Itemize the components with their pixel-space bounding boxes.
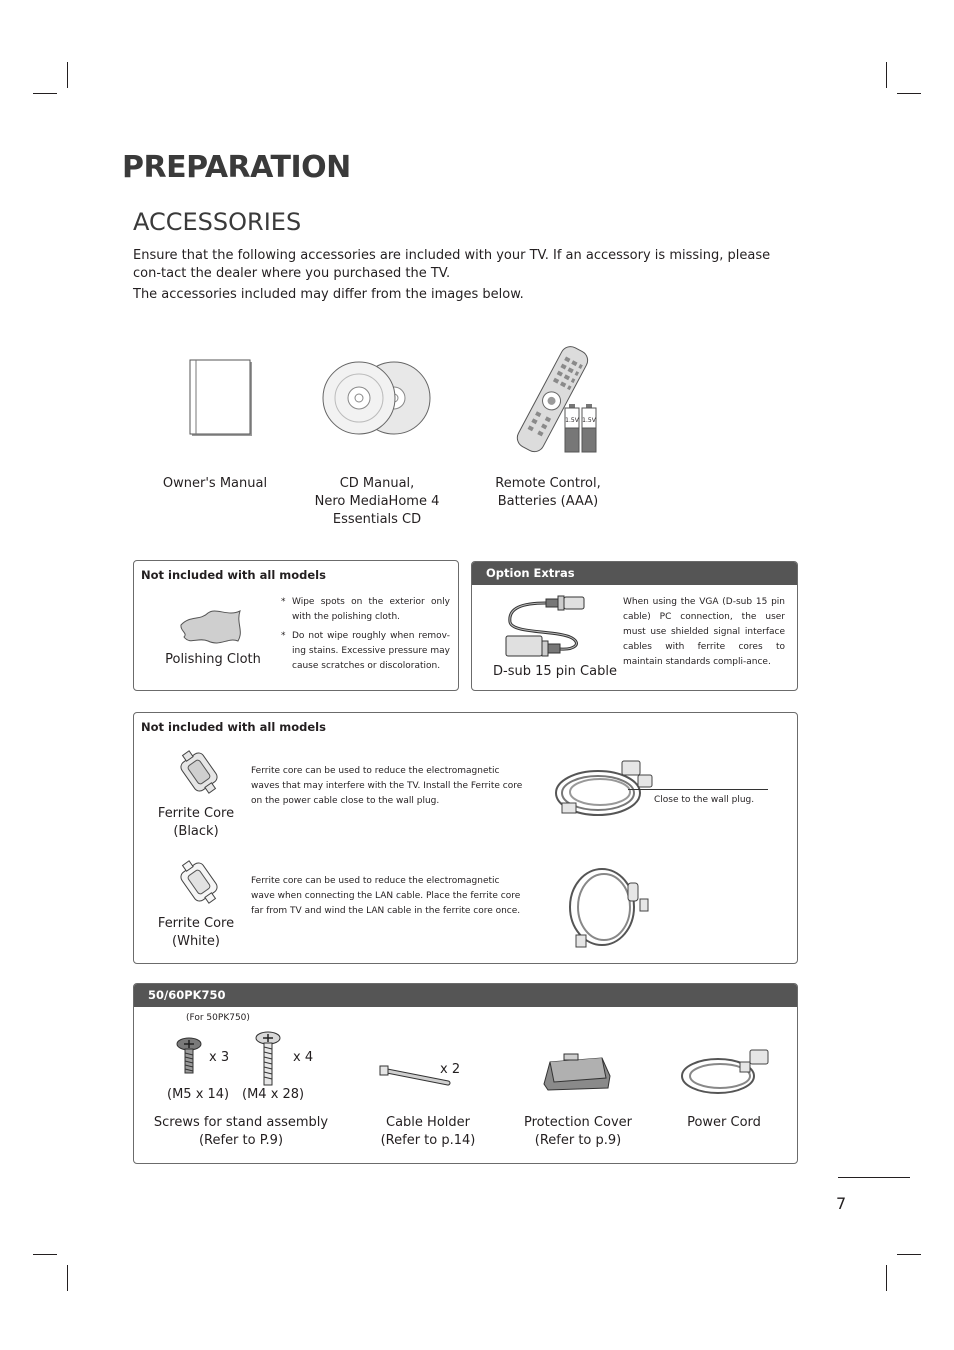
model-accessories-box bbox=[133, 983, 798, 1164]
crop-mark bbox=[897, 1254, 921, 1255]
cd-label-line3: Essentials CD bbox=[332, 512, 422, 527]
screws-label-line2: (Refer to P.9) bbox=[198, 1133, 284, 1148]
remote-label-line1: Remote Control, bbox=[495, 476, 601, 491]
screws-label bbox=[146, 1114, 336, 1150]
m4-size-label: (M4 x 28) bbox=[242, 1087, 305, 1102]
polishing-cloth-label: Polishing Cloth bbox=[165, 652, 261, 667]
crop-mark bbox=[886, 62, 887, 88]
dsub-cable-illustration bbox=[502, 594, 594, 660]
power-cord-icon bbox=[678, 1048, 772, 1098]
page-number-rule bbox=[838, 1177, 910, 1178]
m4-quantity: x 4 bbox=[293, 1050, 314, 1065]
remote-label-line2: Batteries (AAA) bbox=[497, 494, 599, 509]
cd-label-line2: Nero MediaHome 4 bbox=[314, 494, 440, 509]
cd-label-line1: CD Manual, bbox=[339, 476, 415, 491]
cable-holder-label bbox=[360, 1114, 496, 1150]
section-title: ACCESSORIES bbox=[133, 208, 302, 236]
crop-mark bbox=[67, 62, 68, 88]
protection-cover-line2: (Refer to p.9) bbox=[534, 1133, 622, 1148]
ferrite-black-line1: Ferrite Core bbox=[157, 806, 235, 821]
battery-icon bbox=[564, 404, 580, 454]
box-header: Not included with all models bbox=[141, 720, 326, 734]
battery-label: 1.5V bbox=[565, 417, 579, 424]
ferrite-black-line2: (Black) bbox=[173, 824, 219, 839]
m5-quantity: x 3 bbox=[209, 1050, 230, 1065]
cable-holder-line2: (Refer to p.14) bbox=[380, 1133, 476, 1148]
crop-mark bbox=[897, 93, 921, 94]
owners-manual-label: Owner's Manual bbox=[162, 476, 268, 491]
bullet: * bbox=[281, 631, 286, 641]
dsub-cable-label: D-sub 15 pin Cable bbox=[493, 664, 617, 679]
page-title: PREPARATION bbox=[122, 150, 351, 185]
m5-size-label: (M5 x 14) bbox=[167, 1087, 230, 1102]
ferrite-white-line1: Ferrite Core bbox=[157, 916, 235, 931]
ferrite-white-label bbox=[144, 915, 248, 951]
polishing-cloth-box bbox=[133, 560, 459, 691]
ferrite-core-box bbox=[133, 712, 798, 964]
polishing-cloth-illustration bbox=[178, 607, 244, 647]
intro-note: The accessories included may differ from the images below. bbox=[133, 287, 524, 302]
power-cord-label: Power Cord bbox=[687, 1115, 761, 1130]
option-extras-box bbox=[471, 561, 798, 691]
box-header: Option Extras bbox=[472, 562, 797, 585]
callout-line bbox=[628, 789, 768, 790]
ferrite-black-label bbox=[144, 805, 248, 841]
crop-mark bbox=[67, 1265, 68, 1291]
crop-mark bbox=[886, 1265, 887, 1291]
battery-label: 1.5V bbox=[582, 417, 596, 424]
remote-label bbox=[478, 475, 618, 511]
for-model-note: (For 50PK750) bbox=[186, 1013, 250, 1023]
screws-label-line1: Screws for stand assembly bbox=[153, 1115, 329, 1130]
ferrite-white-note: Ferrite core can be used to reduce the electromagnetic wave when connecting the LAN cable. Place the ferrite core far from TV and wind the LAN cable in the ferrite core once. bbox=[251, 876, 521, 916]
cable-holder-line1: Cable Holder bbox=[386, 1115, 470, 1130]
cd-illustration bbox=[322, 360, 432, 436]
page-number: 7 bbox=[836, 1194, 847, 1213]
cloth-note-2: Do not wipe roughly when remov-ing stains. Excessive pressure may cause scratches or discoloration. bbox=[292, 631, 450, 671]
cable-holder-quantity: x 2 bbox=[440, 1062, 461, 1077]
cd-label bbox=[296, 475, 458, 529]
bullet: * bbox=[281, 597, 286, 607]
protection-cover-icon bbox=[538, 1054, 618, 1092]
ferrite-core-white-illustration bbox=[176, 857, 222, 907]
ferrite-white-line2: (White) bbox=[172, 934, 220, 949]
cloth-note-1: Wipe spots on the exterior only with the polishing cloth. bbox=[292, 597, 450, 622]
box-header: 50/60PK750 bbox=[134, 984, 797, 1007]
manual-illustration bbox=[188, 358, 254, 438]
dsub-cable-note: When using the VGA (D-sub 15 pin cable) PC connection, the user must use shielded signal interface cables with ferrite cores to maintain standards compli-ance. bbox=[623, 597, 785, 667]
ferrite-black-note: Ferrite core can be used to reduce the electromagnetic waves that may interfere with the TV. Install the Ferrite core on the power cable close to the wall plug. bbox=[251, 766, 523, 806]
m4-screw-icon bbox=[255, 1030, 281, 1088]
ferrite-core-black-illustration bbox=[176, 747, 222, 797]
callout-label: Close to the wall plug. bbox=[654, 795, 755, 805]
lan-cable-coil-illustration bbox=[562, 863, 654, 955]
m5-screw-icon bbox=[176, 1036, 202, 1078]
crop-mark bbox=[33, 1254, 57, 1255]
protection-cover-label bbox=[512, 1114, 644, 1150]
crop-mark bbox=[33, 93, 57, 94]
intro-text: Ensure that the following accessories are included with your TV. If an accessory is missing, please con-tact the dealer where you purchased the TV. bbox=[133, 248, 771, 281]
box-header: Not included with all models bbox=[141, 568, 326, 582]
battery-icon bbox=[581, 404, 597, 454]
protection-cover-line1: Protection Cover bbox=[524, 1115, 632, 1130]
